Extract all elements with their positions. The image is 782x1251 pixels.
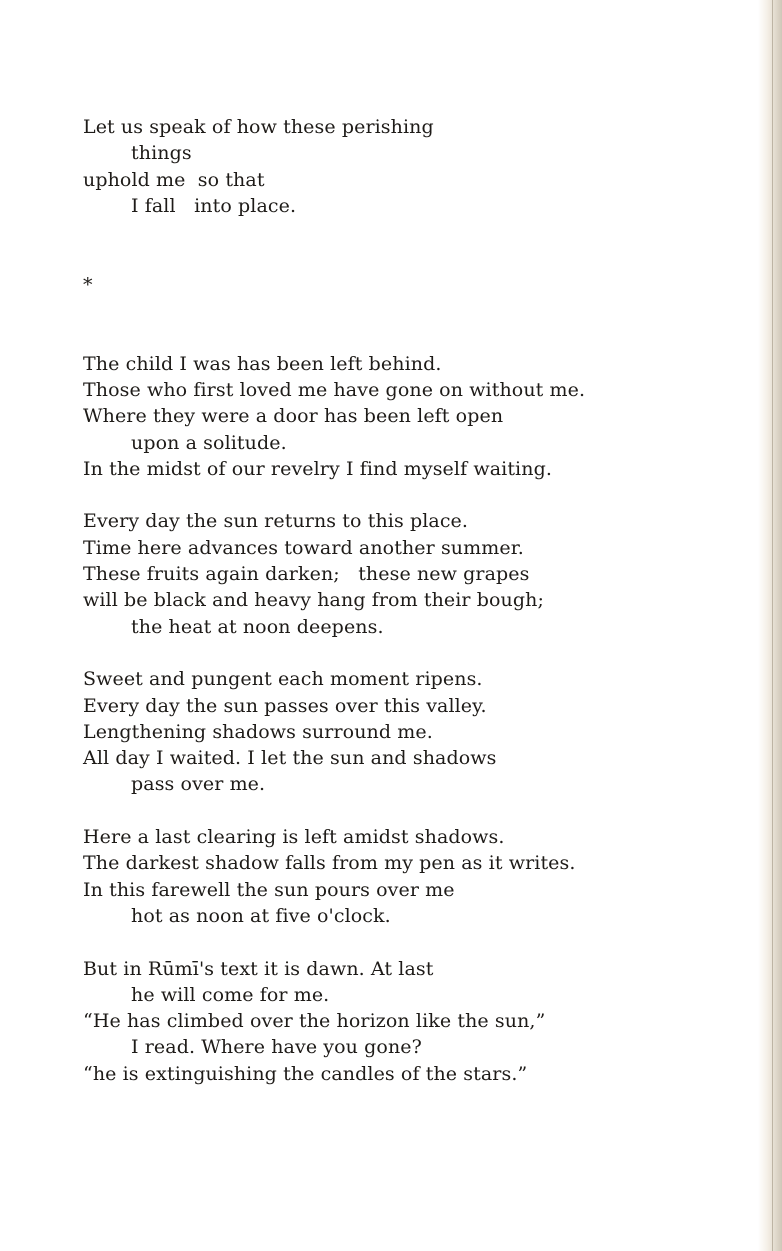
poem-line: I fall into place.: [131, 194, 297, 217]
poem-line: things: [131, 142, 192, 165]
poem-line: But in Rūmī's text it is dawn. At last: [83, 957, 434, 980]
poem-line: Time here advances toward another summer.: [83, 536, 524, 559]
poem-line: Lengthening shadows surround me.: [83, 720, 433, 743]
poem-line: In the midst of our revelry I find myself waiting.: [83, 457, 552, 480]
poem-line: The darkest shadow falls from my pen as it writes.: [83, 852, 576, 875]
stanza: [83, 666, 703, 797]
poem-line: Here a last clearing is left amidst shadows.: [83, 826, 505, 849]
poem-line: In this farewell the sun pours over me: [83, 878, 455, 901]
stanza: [83, 114, 703, 219]
poem-line: the heat at noon deepens.: [131, 615, 384, 638]
stanza-gap: [83, 482, 703, 508]
stanza-gap: [83, 324, 703, 350]
section-divider: [83, 272, 703, 298]
stanza-gap: [83, 245, 703, 271]
poem-line: will be black and heavy hang from their bough;: [83, 589, 544, 612]
poem-line: Where they were a door has been left open: [83, 405, 504, 428]
stanza-gap: [83, 929, 703, 955]
stanza-gap: [83, 219, 703, 245]
stanza-gap: [83, 798, 703, 824]
poem-line: he will come for me.: [131, 983, 330, 1006]
poem-line: upon a solitude.: [131, 431, 287, 454]
poem-line: Every day the sun returns to this place.: [83, 510, 469, 533]
poem-line: Sweet and pungent each moment ripens.: [83, 668, 483, 691]
poem-line: pass over me.: [131, 773, 266, 796]
poem-line: These fruits again darken; these new grapes: [83, 563, 530, 586]
stanza-gap: [83, 298, 703, 324]
poem-line: The child I was has been left behind.: [83, 352, 442, 375]
poem-line: uphold me so that: [83, 168, 265, 191]
poem-line: “He has climbed over the horizon like the sun,”: [83, 1010, 546, 1033]
stanza: [83, 956, 703, 1087]
poem-line: I read. Where have you gone?: [131, 1036, 422, 1059]
stanza-gap: [83, 640, 703, 666]
asterisk-divider: *: [83, 273, 93, 296]
stanza: [83, 351, 703, 482]
poem-text: [83, 114, 703, 1087]
stanza: [83, 508, 703, 639]
stanza: [83, 824, 703, 929]
poem-line: Let us speak of how these perishing: [83, 116, 434, 138]
poem-line: Every day the sun passes over this valley.: [83, 694, 487, 717]
poem-line: Those who first loved me have gone on without me.: [83, 378, 586, 401]
poem-line: All day I waited. I let the sun and shadows: [83, 747, 497, 770]
poem-line: “he is extinguishing the candles of the stars.”: [83, 1062, 528, 1085]
poem-line: hot as noon at five o'clock.: [131, 904, 391, 927]
page-edge: [758, 0, 782, 1251]
